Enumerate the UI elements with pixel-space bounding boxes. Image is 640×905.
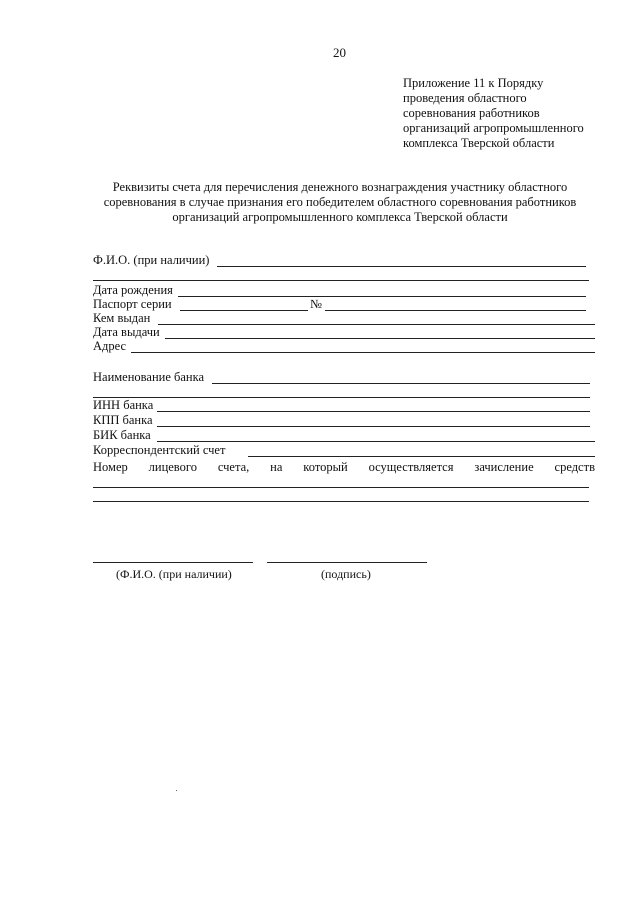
passport-number-field[interactable]	[325, 310, 586, 311]
signature-sign-caption: (подпись)	[321, 567, 371, 581]
account-word: осуществляется	[368, 460, 454, 474]
appendix-line: Приложение 11 к Порядку	[403, 76, 544, 90]
account-word: зачисление	[474, 460, 534, 474]
appendix-line: организаций агропромышленного	[403, 121, 584, 135]
bank-name-field[interactable]	[212, 383, 590, 384]
account-word: лицевого	[148, 460, 197, 474]
scan-speck	[176, 790, 177, 791]
passport-number-label: №	[310, 297, 322, 311]
title-line: организаций агропромышленного комплекса Тверской области	[172, 210, 508, 224]
title-line: Реквизиты счета для перечисления денежного вознаграждения участнику областного	[112, 180, 568, 194]
account-word: который	[303, 460, 348, 474]
birth-date-label: Дата рождения	[93, 283, 173, 297]
bank-kpp-label: КПП банка	[93, 413, 153, 427]
appendix-line: комплекса Тверской области	[403, 136, 555, 150]
appendix-note	[403, 76, 603, 151]
appendix-line: проведения областного	[403, 91, 527, 105]
issue-date-field[interactable]	[165, 338, 595, 339]
appendix-line: соревнования работников	[403, 106, 540, 120]
account-number-sentence	[93, 460, 595, 475]
corr-account-label: Корреспондентский счет	[93, 443, 226, 457]
fio-label: Ф.И.О. (при наличии)	[93, 253, 210, 267]
document-title	[60, 180, 620, 225]
account-number-continuation-line[interactable]	[93, 501, 589, 502]
signature-sign-line[interactable]	[267, 562, 427, 563]
signature-fio-caption: (Ф.И.О. (при наличии)	[116, 567, 232, 581]
fio-continuation-line[interactable]	[93, 280, 589, 281]
account-word: средств	[554, 460, 595, 474]
bank-bik-field[interactable]	[157, 441, 595, 442]
address-label: Адрес	[93, 339, 127, 353]
bank-inn-label: ИНН банка	[93, 398, 154, 412]
page-number: 20	[333, 45, 346, 60]
account-word: Номер	[93, 460, 128, 474]
issued-by-field[interactable]	[158, 324, 595, 325]
issue-date-label: Дата выдачи	[93, 325, 160, 339]
bank-name-continuation-line[interactable]	[93, 397, 590, 398]
passport-series-label: Паспорт серии	[93, 297, 172, 311]
account-word: счета,	[217, 460, 250, 474]
passport-series-field[interactable]	[180, 310, 308, 311]
bank-name-label: Наименование банка	[93, 370, 205, 384]
bank-kpp-field[interactable]	[157, 426, 590, 427]
address-field[interactable]	[131, 352, 595, 353]
birth-date-field[interactable]	[178, 296, 586, 297]
signature-fio-line[interactable]	[93, 562, 253, 563]
bank-inn-field[interactable]	[157, 411, 590, 412]
title-line: соревнования в случае признания его победителем областного соревнования работников	[103, 195, 577, 209]
fio-field[interactable]	[217, 266, 586, 267]
account-word: на	[270, 460, 283, 474]
bank-bik-label: БИК банка	[93, 428, 151, 442]
issued-by-label: Кем выдан	[93, 311, 151, 325]
corr-account-field[interactable]	[248, 456, 595, 457]
account-number-field[interactable]	[93, 487, 589, 488]
